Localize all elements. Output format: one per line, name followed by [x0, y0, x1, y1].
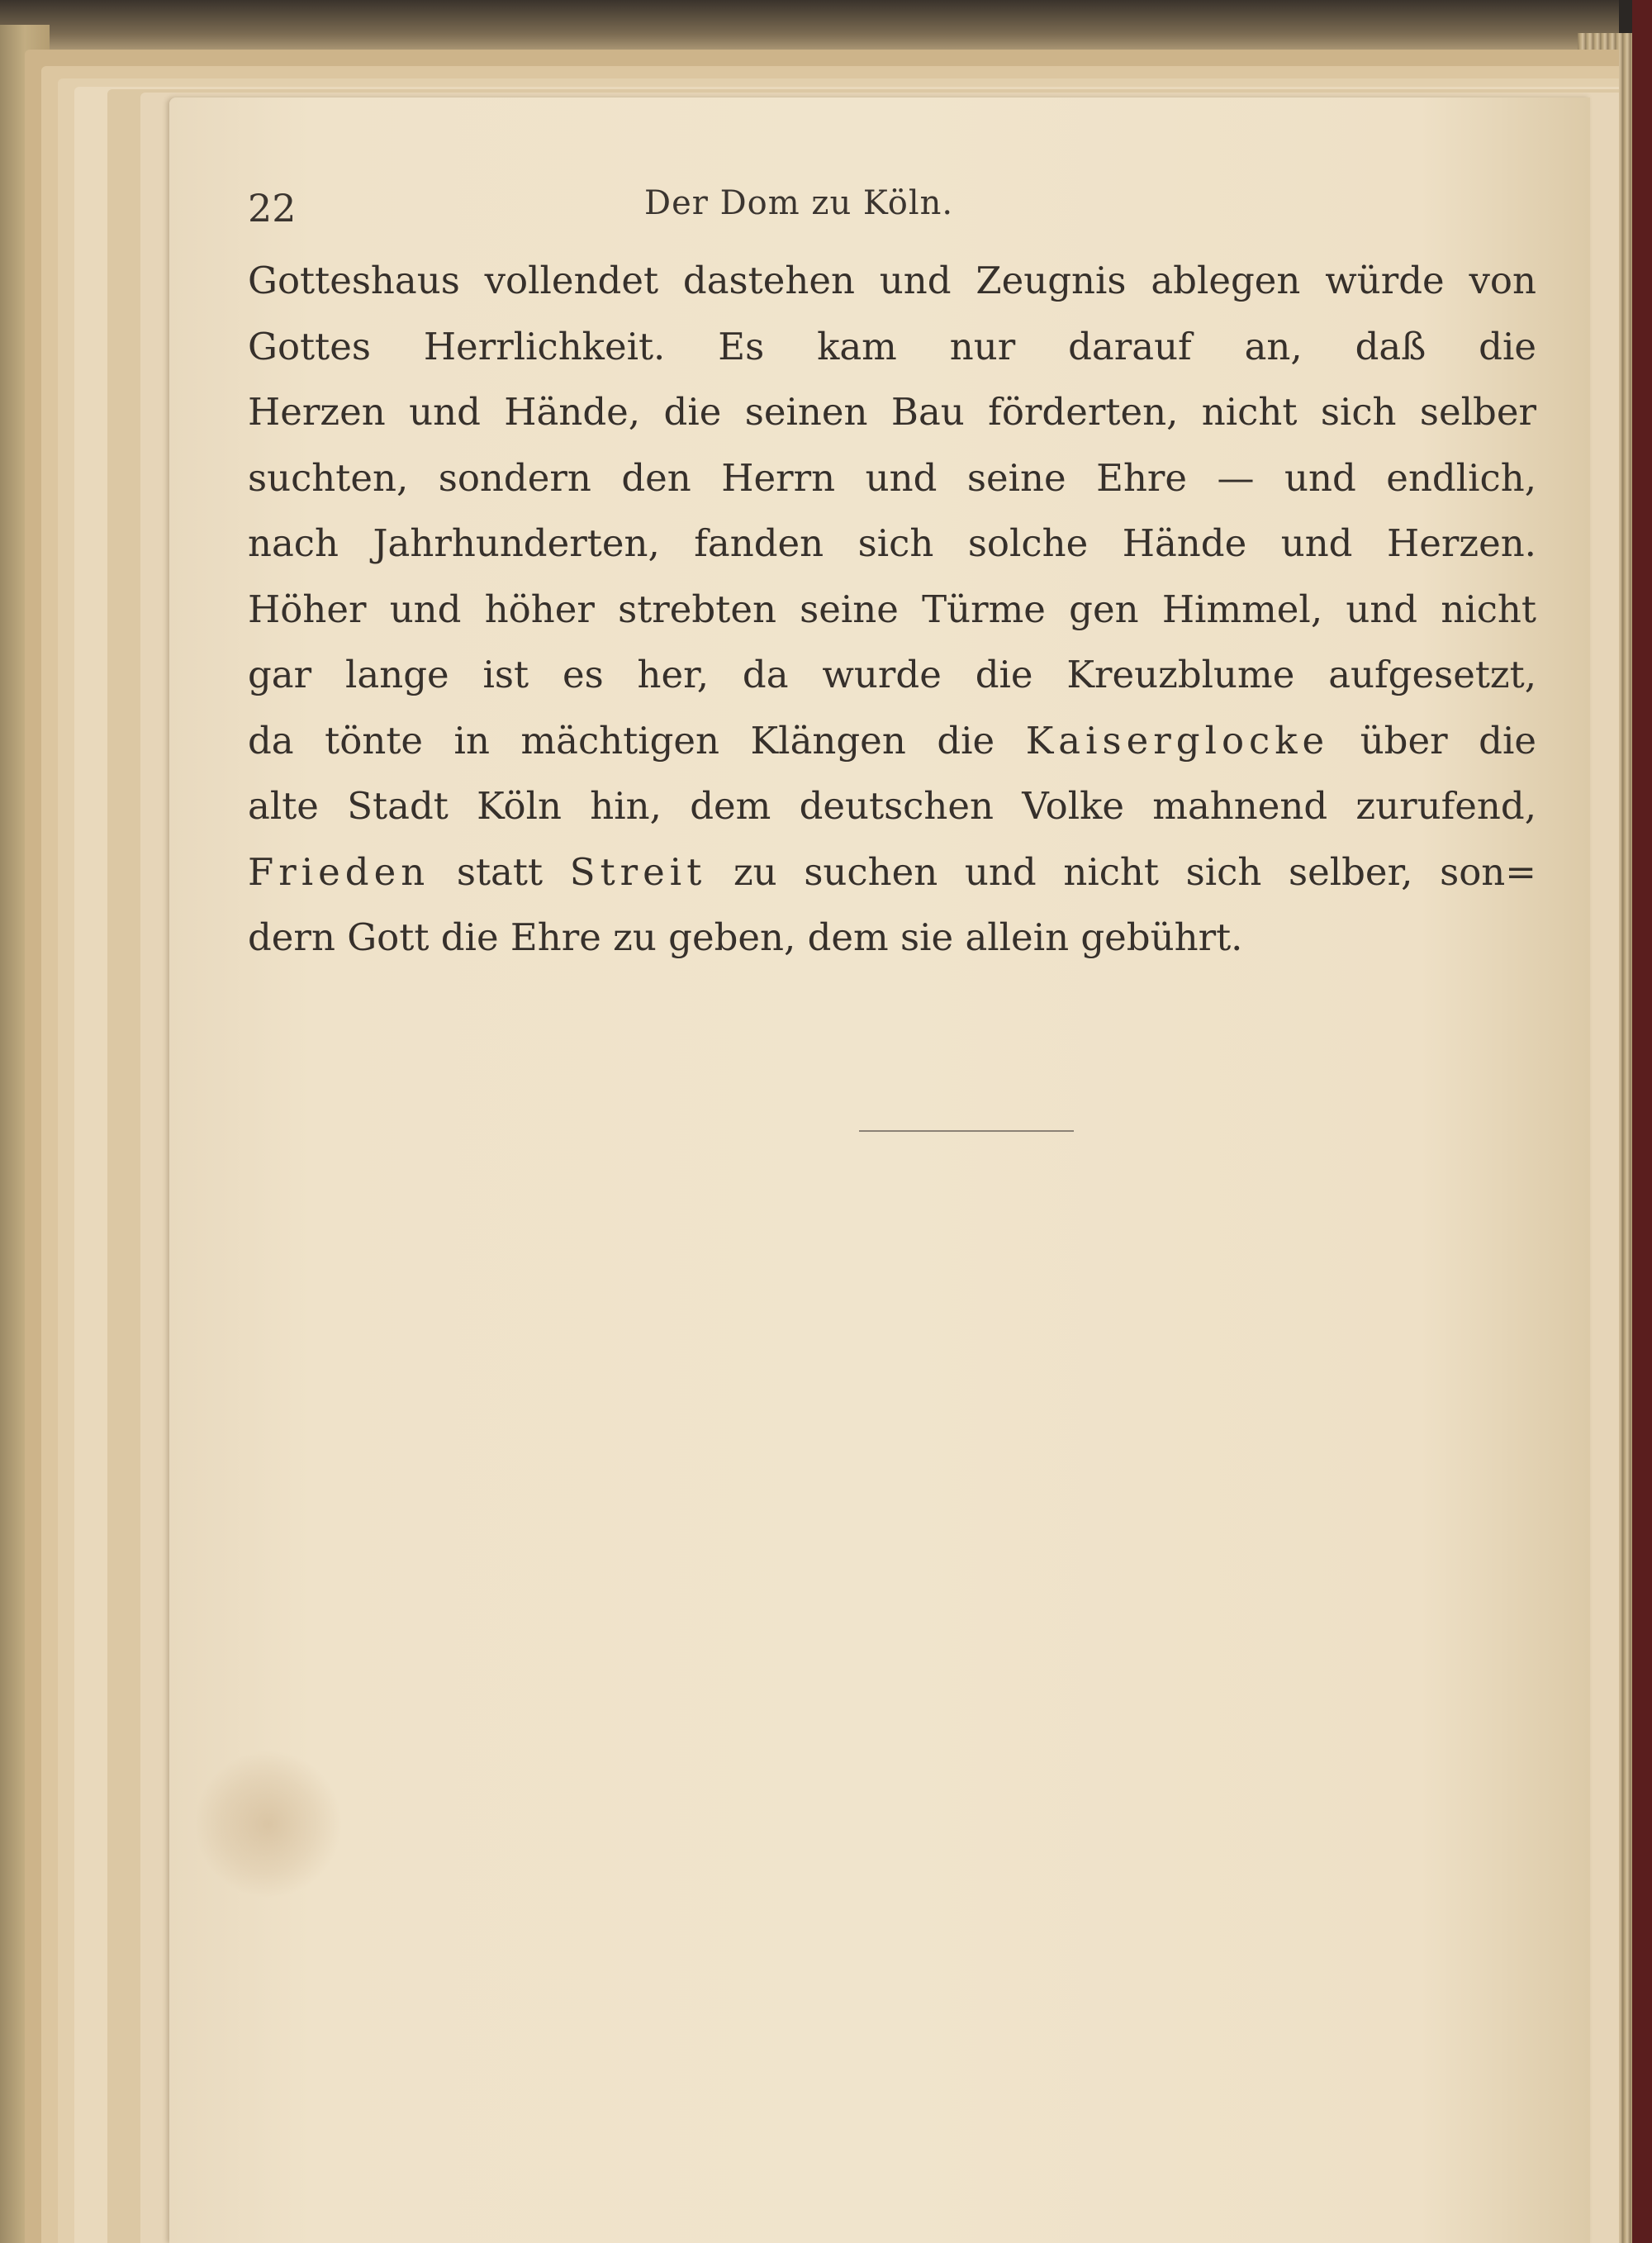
text-line: Gotteshaus vollendet dastehen und Zeugnis ablegen würde von: [248, 259, 1536, 302]
text-line: [248, 839, 1536, 905]
text-segment: über die: [1360, 718, 1536, 763]
page-number: 22: [248, 186, 297, 230]
body-text: [248, 248, 1536, 971]
text-line: [248, 708, 1536, 774]
text-line: Gottes Herrlichkeit. Es kam nur darauf an, daß die: [248, 324, 1536, 368]
text-line: dern Gott die Ehre zu geben, dem sie allein gebührt.: [248, 915, 1243, 959]
text-line: nach Jahrhunderten, fanden sich solche Hände und Herzen.: [248, 521, 1536, 565]
section-divider: [859, 1130, 1074, 1132]
text-line: Höher und höher strebten seine Türme gen Himmel, und nicht: [248, 587, 1536, 631]
book-spine-right: [1632, 0, 1652, 2243]
running-title: Der Dom zu Köln.: [644, 184, 954, 222]
running-head: [248, 178, 1330, 244]
spaced-word: Streit: [569, 849, 707, 894]
spaced-word: Kaiserglocke: [1025, 718, 1330, 763]
text-line: suchten, sondern den Herrn und seine Ehre — und endlich,: [248, 455, 1536, 500]
text-segment: zu suchen und nicht sich selber, son=: [733, 849, 1536, 894]
page-stain: [194, 1750, 343, 1898]
text-line: gar lange ist es her, da wurde die Kreuzblume aufgesetzt,: [248, 653, 1536, 696]
text-line: Herzen und Hände, die seinen Bau förderten, nicht sich selber: [248, 390, 1536, 434]
text-segment: statt: [456, 849, 544, 894]
text-segment: da tönte in mächtigen Klängen die: [248, 718, 995, 763]
spaced-word: Frieden: [248, 849, 430, 894]
text-line: alte Stadt Köln hin, dem deutschen Volke mahnend zurufend,: [248, 784, 1536, 828]
